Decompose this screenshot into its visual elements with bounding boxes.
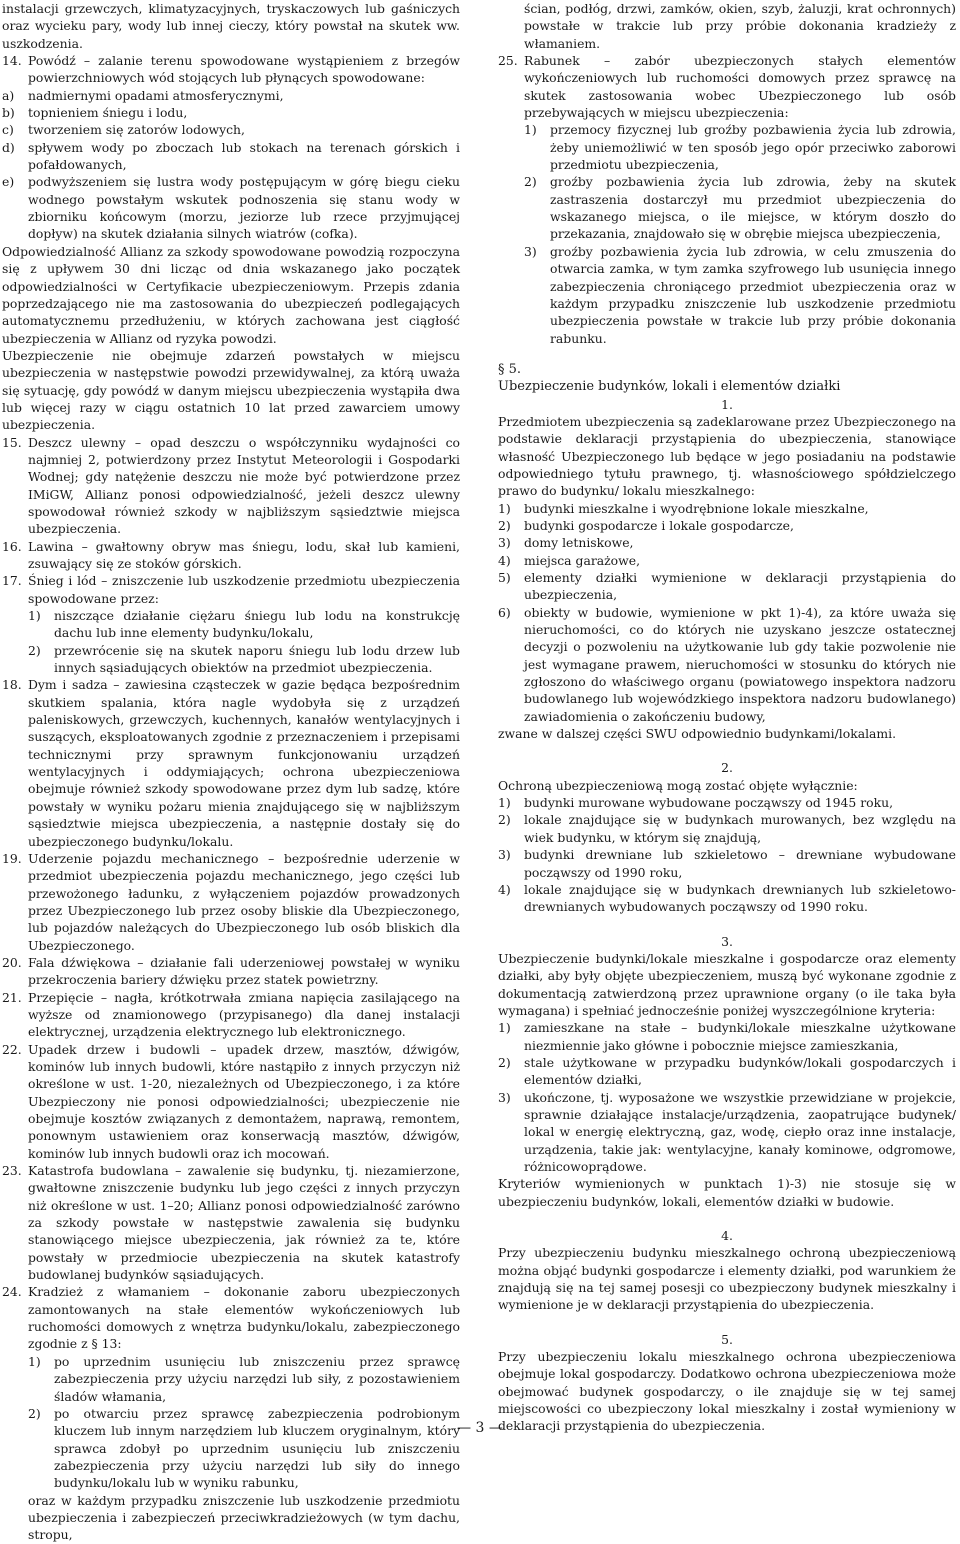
clause-16 [2, 538, 460, 573]
sub-item [2, 104, 460, 121]
left-intro: instalacji grzewczych, klimatyzacyjnych, tryskaczowych lub gaśniczych oraz wycieku pary, wody lub innej cieczy, który powstał na skutek ww. uszkodzenia. [2, 1, 460, 51]
sub-label: 1) [498, 500, 511, 516]
sub-text: obiekty w budowie, wymienione w pkt 1)-4), za które uważa się nieruchomości, co do których nie uzyskano jeszcze ostatecznej decyzji o pozwoleniu na użytkowanie lub gdy takie pozwolenie nie jest wymagane prawem, nieruchomości w stosunku do których nie zgłoszono do właściwego organu (powiatowego inspektora nadzoru budowlanego lub wojewódzkiego inspektora nadzoru budowlanego) zawiadomienia o zakończeniu budowy, [524, 604, 956, 724]
clause-text: Fala dźwiękowa – działanie fali uderzeniowej powstałej w wyniku przekroczenia bariery dźwięku przez statek powietrzny. [28, 954, 460, 988]
sub-text: miejsca garażowe, [524, 552, 641, 568]
paragraph: oraz w każdym przypadku zniszczenie lub uszkodzenie przedmiotu ubezpieczenia i zabezpieczeń przeciwkradzieżowych (w tym dachu, stropu, [28, 1492, 460, 1543]
section-header [498, 361, 956, 396]
right-column [498, 0, 956, 1435]
clause-number: 24. [2, 1284, 22, 1300]
paragraph: Ochroną ubezpieczeniową mogą zostać objęte wyłącznie: [498, 777, 858, 793]
sub-text: ukończone, tj. wyposażone we wszystkie przewidziane w projekcie, sprawnie działające instalacje/urządzenia, zaopatrujące budynek/ lokal w energię elektryczną, gaz, wodę, ciepło oraz inne instalacje, urządzenia, takie jak: wentylacyjne, kanały kominowe, odgromowe, różnicowoprądowe. [524, 1089, 956, 1174]
sub-label: b) [2, 105, 15, 121]
sub-label: d) [2, 139, 15, 155]
sub-text: budynki mieszkalne i wyodrębnione lokale mieszkalne, [524, 500, 869, 516]
sub-text: przemocy fizycznej lub groźby pozbawienia życia lub zdrowia, żeby uniemożliwić w ten sposób jego opór przeciwko zaborowi przedmiotu ubezpieczenia, [550, 122, 956, 173]
sub-label: 2) [28, 1405, 41, 1421]
clause-text: Rabunek – zabór ubezpieczonych stałych elementów wykończeniowych lub ruchomości domowych przez sprawcę na skutek zastosowania wobec Ubezpieczonego lub osób przebywających w miejscu ubezpieczenia: [524, 53, 956, 121]
clause-text: Deszcz ulewny – opad deszczu o współczynniku wydajności co najmniej 2, potwierdzony przez Instytut Meteorologii i Gospodarki Wodnej; gdy natężenie deszczu nie może być potwierdzone przez IMiGW, Allianz ponosi odpowiedzialność, jeżeli deszcz ulewny spowodował również szkody w najbliższym sąsiedztwie miejsca ubezpieczenia. [28, 434, 460, 537]
paragraph: Kryteriów wymienionych w punktach 1)-3) nie stosuje się w ubezpieczeniu budynków, lokali, elementów działki w budowie. [498, 1176, 956, 1209]
sub-text: tworzeniem się zatorów lodowych, [28, 122, 245, 138]
paragraph: Ubezpieczenie budynki/lokale mieszkalne i gospodarcze oraz elementy działki, aby były objęte ubezpieczeniem, muszą być wykonane zgodnie z dokumentacją zatwierdzoną przez uprawnione organy (o ile taka była wymagana) i spełniać jednocześnie poniżej wyszczególnione kryteria: [498, 950, 956, 1018]
clause-17 [2, 572, 460, 607]
clause-number: 22. [2, 1041, 22, 1057]
paragraph-number: 4. [721, 1228, 733, 1244]
clause-number: 25. [498, 53, 518, 69]
sub-label: 2) [498, 517, 511, 533]
clause-21 [2, 989, 460, 1041]
sub-text: przewrócenie się na skutek naporu śniegu lub lodu drzew lub innych sąsiadujących obiektów na przedmiot ubezpieczenia. [54, 642, 460, 676]
sub-label: 2) [498, 1054, 511, 1070]
clause-22 [2, 1041, 460, 1162]
sub-text: nadmiernymi opadami atmosferycznymi, [28, 87, 284, 103]
sub-item [2, 139, 460, 174]
sub-text: niszczące działanie ciężaru śniegu lub lodu na konstrukcję dachu lub inne elementy budynku/lokalu, [54, 608, 460, 641]
sub-item [498, 1054, 956, 1089]
paragraph: Przy ubezpieczeniu budynku mieszkalnego ochroną ubezpieczeniową można objąć budynki gospodarcze i elementy działki, pod warunkiem że znajdują się na tej samej posesji co ubezpieczony budynek mieszkalny i wymienione je w deklaracji przystąpienia do ubezpieczenia. [498, 1245, 956, 1313]
sub-text: lokale znajdujące się w budynkach drewnianych lub szkieletowo-drewnianych wybudowanych począwszy od 1990 roku. [524, 881, 956, 915]
sub-label: 4) [498, 881, 511, 897]
sub-text: topnieniem śniegu i lodu, [28, 105, 188, 121]
sub-label: 4) [498, 552, 511, 568]
left-column [2, 0, 460, 1544]
sub-text: spływem wody po zboczach lub stokach na terenach górskich i pofałdowanych, [28, 139, 460, 173]
clause-number: 14. [2, 53, 22, 69]
clause-25 [498, 52, 956, 121]
clause-number: 20. [2, 954, 22, 970]
paragraph-number: 5. [721, 1331, 733, 1347]
sub-label: 3) [498, 847, 511, 863]
sub-label: 3) [524, 243, 537, 259]
clause-text: Przepięcie – nagła, krótkotrwała zmiana napięcia zasilającego na wyższe od znamionowego (przypisanego) dla danej instalacji elektrycznej, urządzenia elektrycznego lub elektronicznego. [28, 989, 460, 1040]
clause-number: 17. [2, 573, 22, 589]
clause-24 [2, 1283, 460, 1352]
sub-label: 5) [498, 570, 511, 585]
sub-text: budynki drewniane lub szkieletowo – drewniane wybudowane począwszy od 1990 roku, [524, 847, 956, 880]
clause-14 [2, 52, 460, 87]
clause-number: 16. [2, 538, 22, 554]
clause-number: 21. [2, 989, 22, 1005]
sub-text: budynki murowane wybudowane począwszy od 1945 roku, [524, 795, 894, 811]
sub-text: domy letniskowe, [524, 535, 634, 551]
sub-label: 2) [498, 812, 511, 828]
clause-15 [2, 434, 460, 538]
sub-item [2, 121, 460, 138]
sub-item [498, 604, 956, 725]
sub-item [498, 173, 956, 242]
clause-text: Upadek drzew i budowli – upadek drzew, masztów, dźwigów, kominów lub innych budowli, które nastąpiło z innych przyczyn niż określone w ust. 1-20, niezależnych od Ubezpieczonego, i za które Ubezpieczony nie ponosi odpowiedzialności; ubezpieczenie nie obejmuje kosztów związanych z demontażem, naprawą, remontem, ponownym ustawieniem oraz konserwacją masztów, dźwigów, kominów lub innych budowli oraz ich mocowań. [28, 1041, 460, 1161]
sub-item [2, 642, 460, 677]
sub-item [2, 607, 460, 642]
paragraph: Przy ubezpieczeniu lokalu mieszkalnego ochrona ubezpieczeniowa obejmuje lokal gospodarczy. Dodatkowo ochrona ubezpieczeniowa może obejmować budynek gospodarczy, o ile znajduje się w tej samej miejscowości co ubezpieczony lokal mieszkalny i został wymieniony w deklaracji przystąpienia do ubezpieczenia. [498, 1349, 956, 1434]
continued-text: ścian, podłóg, drzwi, zamków, okien, szyb, żaluzji, krat ochronnych) powstałe w trakcie lub przy próbie dokonania kradzieży z włamaniem. [524, 1, 956, 51]
sub-label: 2) [524, 174, 537, 190]
sub-item [2, 1353, 460, 1405]
sub-item [498, 569, 956, 604]
clause-20 [2, 954, 460, 989]
clause-number: 19. [2, 850, 22, 866]
sub-label: 1) [524, 122, 537, 138]
sub-label: 1) [28, 1353, 41, 1369]
sub-item [498, 846, 956, 881]
paragraph: Ubezpieczenie nie obejmuje zdarzeń powstałych w miejscu ubezpieczenia w następstwie powodzi przewidywalnej, za którą uważa się sytuację, gdy powódź w danym miejscu ubezpieczenia wystąpiła dwa lub więcej razy w ciągu ostatnich 10 lat przed zawarciem umowy ubezpieczenia. [2, 347, 460, 433]
sub-item [498, 1089, 956, 1176]
sub-item [498, 552, 956, 569]
clause-text: Uderzenie pojazdu mechanicznego – bezpośrednie uderzenie w przedmiot ubezpieczenia pojazdu mechanicznego, jego części lub przewożonego ładunku, z wyłączeniem pojazdów prowadzonych przez Ubezpieczonego lub przez osoby bliskie dla Ubezpieczonego, lub pojazdów należących do Ubezpieczonego lub osób bliskich dla Ubezpieczonego. [28, 850, 460, 953]
sub-item [498, 243, 956, 347]
paragraph: Odpowiedzialność Allianz za szkody spowodowane powodzią rozpoczyna się z upływem 30 dni licząc od dnia wskazanego jako początek odpowiedzialności w Certyfikacie ubezpieczeniowym. Przepis zdania poprzedzającego nie ma zastosowania do ubezpieczeń podlegających automatycznemu przedłużeniu, w których zachowana jest ciągłość ubezpieczenia w Allianz od ryzyka powodzi. [2, 243, 460, 346]
sub-text: po uprzednim usunięciu lub zniszczeniu przez sprawcę zabezpieczenia przy użyciu narzędzi lub siły, z pozostawieniem śladów włamania, [54, 1353, 460, 1404]
clause-23 [2, 1162, 460, 1283]
sub-label: 3) [498, 1089, 511, 1105]
sub-label: 2) [28, 642, 41, 658]
clause-18 [2, 676, 460, 849]
sub-label: 1) [28, 608, 41, 624]
sub-text: groźby pozbawienia życia lub zdrowia, żeby na skutek zastraszenia dostarczył mu przedmiot ubezpieczenia do wskazanego miejsca, o ile miejsce, w którym doszło do przekazania, znajdowało się w obrębie miejsca ubezpieczenia, [550, 174, 956, 242]
sub-label: 6) [498, 604, 511, 620]
section-number: § 5. [498, 361, 522, 377]
paragraph: zwane w dalszej części SWU odpowiednio budynkami/lokalami. [498, 726, 897, 742]
sub-item [498, 121, 956, 173]
clause-text: Lawina – gwałtowny obryw mas śniegu, lodu, skał lub kamieni, zsuwający się ze stoków górskich. [28, 538, 460, 571]
sub-text: groźby pozbawienia życia lub zdrowia, w celu zmuszenia do otwarcia zamka, w tym zamka szyfrowego lub usunięcia innego zabezpieczenia chroniącego przedmiot ubezpieczenia oraz w każdym przypadku zniszczenie lub uszkodzenie przedmiotu ubezpieczenia powstałe w trakcie lub przy próbie dokonania rabunku. [550, 243, 956, 346]
sub-text: lokale znajdujące się w budynkach murowanych, bez względu na wiek budynku, w którym się znajdują, [524, 812, 956, 845]
section-title: Ubezpieczenie budynków, lokali i elementów działki [498, 379, 841, 395]
paragraph-number: 1. [721, 396, 733, 412]
sub-text: podwyższeniem się lustra wody postępującym w górę biegu cieku wodnego powstałym wskutek podnoszenia się stanu wody w zbiorniku końcowym (morzu, jeziorze lub rzece przyjmującej dopływ) na skutek działania silnych wiatrów (cofka). [28, 174, 460, 242]
clause-number: 15. [2, 434, 22, 450]
sub-item [498, 881, 956, 916]
sub-text: po otwarciu przez sprawcę zabezpieczenia podrobionym kluczem lub innym narzędziem lub kluczem oryginalnym, który sprawca zdobył po uprzednim usunięciu lub zniszczeniu zabezpieczenia przy użyciu narzędzi lub siły do innego budynku/lokalu lub w wyniku rabunku, [54, 1405, 460, 1491]
clause-text: Śnieg i lód – zniszczenie lub uszkodzenie przedmiotu ubezpieczenia spowodowane przez: [28, 573, 460, 606]
sub-item [498, 794, 956, 811]
paragraph: Przedmiotem ubezpieczenia są zadeklarowane przez Ubezpieczonego na podstawie deklaracji przystąpienia do ubezpieczenia, stanowiące własność Ubezpieczonego lub będące w jego posiadaniu na podstawie odpowiedniego tytułu prawnego, tj. własnościowego spółdzielczego prawo do budynku/ lokalu mieszkalnego: [498, 413, 956, 499]
clause-text: Powódź – zalanie terenu spowodowane wystąpieniem z brzegów powierzchniowych wód stojących lub płynących spowodowane: [28, 53, 460, 86]
sub-item [2, 173, 460, 242]
clause-number: 18. [2, 677, 22, 693]
paragraph-number: 3. [721, 933, 733, 949]
sub-label: c) [2, 122, 14, 138]
clause-text: Dym i sadza – zawiesina cząsteczek w gazie będąca bezpośrednim skutkiem spalania, która nagle wydobyła się z urządzeń paleniskowych, grzewczych, kuchennych, kanałów wentylacyjnych i suszących, eksploatowanych zgodnie z przeznaczeniem i przepisami technicznymi przy sprawnym funkcjonowaniu urządzeń wentylacyjnych i oddymiających; ochrona ubezpieczeniowa obejmuje również szkody spowodowane przez dym lub sadzę, które powstały w wyniku pożaru mienia znajdującego się w najbliższym sąsiedztwie miejsca ubezpieczenia, a następnie dostały się do ubezpieczonego budynku/lokalu. [28, 677, 460, 849]
sub-item [498, 534, 956, 551]
sub-text: stale użytkowane w przypadku budynków/lokali gospodarczych i elementów działki, [524, 1054, 956, 1088]
sub-item [498, 500, 956, 517]
page-number: — 3 — [457, 1420, 503, 1436]
sub-text: elementy działki wymienione w deklaracji przystąpienia do ubezpieczenia, [524, 570, 956, 603]
sub-item [2, 1405, 460, 1492]
sub-label: 3) [498, 535, 511, 551]
sub-label: 1) [498, 1020, 511, 1036]
clause-text: Katastrofa budowlana – zawalenie się budynku, tj. niezamierzone, gwałtowne zniszczenie budynku lub jego części z innych przyczyn niż określone w ust. 1–20; Allianz ponosi odpowiedzialność zarówno za szkody powstałe w następstwie zawalenia się budynku stanowiącego miejsce ubezpieczenia, jak również za te, które powstały w przedmiocie ubezpieczenia na skutek katastrofy budowlanej budynków sąsiadujących. [28, 1163, 460, 1283]
sub-item [498, 517, 956, 534]
sub-text: budynki gospodarcze i lokale gospodarcze, [524, 517, 794, 533]
clause-19 [2, 850, 460, 954]
clause-text: Kradzież z włamaniem – dokonanie zaboru ubezpieczonych zamontowanych na stałe elementów wykończeniowych lub ruchomości domowych z wnętrza budynku/lokalu, zabezpieczonego zgodnie z § 13: [28, 1284, 460, 1352]
sub-item [498, 811, 956, 846]
sub-label: a) [2, 87, 15, 103]
sub-item [498, 1019, 956, 1054]
sub-label: 1) [498, 795, 511, 811]
sub-text: zamieszkane na stałe – budynki/lokale mieszkalne użytkowane niezmiennie jako główne i pobocznie miejsce zamieszkania, [524, 1020, 956, 1053]
sub-label: e) [2, 174, 15, 190]
sub-item [2, 87, 460, 104]
clause-number: 23. [2, 1163, 22, 1179]
paragraph-number: 2. [721, 760, 733, 776]
